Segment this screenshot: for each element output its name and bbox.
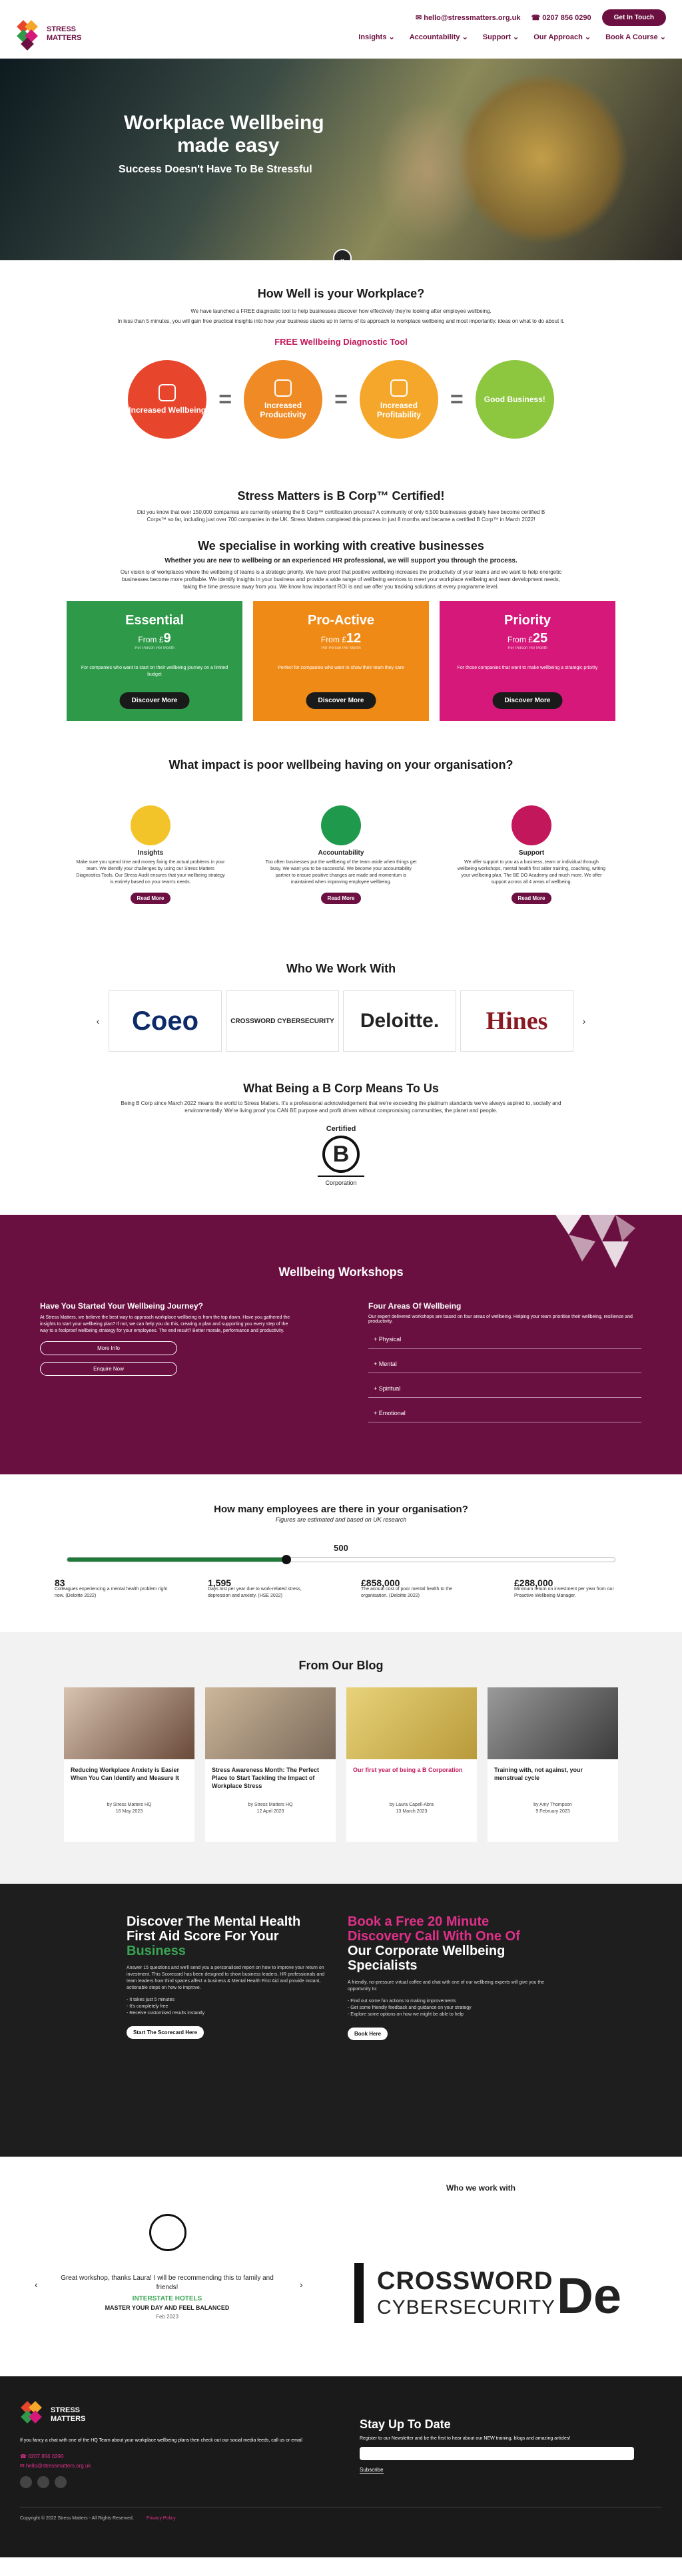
blog-post-date: 16 May 2023 bbox=[115, 1809, 143, 1814]
stay-up-to-date-title: Stay Up To Date bbox=[360, 2418, 451, 2431]
package-priority-price: 25 bbox=[532, 631, 548, 646]
discovery-bullet-1: - Find out some fun actions to making improvements bbox=[348, 1999, 456, 2004]
bcorp-certified-label: Certified bbox=[326, 1125, 356, 1133]
testimonial-company: INTERSTATE HOTELS bbox=[132, 2295, 202, 2302]
workshops-section bbox=[0, 1215, 682, 1474]
social-links bbox=[20, 2476, 67, 2488]
nav-support[interactable]: Support ⌄ bbox=[482, 33, 519, 41]
client-logo-crossword: CROSSWORD CYBERSECURITY bbox=[226, 990, 339, 1052]
package-priority-button[interactable]: Discover More bbox=[493, 692, 563, 709]
cta-section bbox=[0, 1884, 682, 2157]
discovery-bullet-3: - Explore some options on how we might be able to help bbox=[348, 2012, 464, 2017]
nav-accountability-label: Accountability bbox=[409, 33, 460, 41]
clients-carousel bbox=[0, 990, 682, 1052]
enquire-now-button[interactable]: Enquire Now bbox=[40, 1362, 177, 1376]
hero-title-line2: made easy bbox=[177, 134, 280, 156]
impact-insights bbox=[74, 805, 227, 904]
impact-accountability bbox=[264, 805, 418, 904]
hero-photo-2 bbox=[376, 99, 482, 245]
impact-support-title: Support bbox=[518, 849, 545, 857]
blog-post-image bbox=[205, 1687, 336, 1759]
footer-phone-icon: ☎ bbox=[20, 2454, 29, 2460]
subscribe-button[interactable]: Subscribe bbox=[360, 2467, 384, 2473]
heart-icon bbox=[159, 384, 176, 401]
blog-post-title: Training with, not against, your menstrual cycle bbox=[494, 1767, 583, 1781]
scorecard-paragraph: Answer 15 questions and we'll send you a personalised report on how to improve your return on investment. This Scorecard has been designed to show business leaders, HR professionals and team leaders how third spaces affect a business & Mental Health First Aid and provide instant, actionable steps on how to improve. bbox=[127, 1966, 325, 1990]
circle-wellbeing-label: Increased Wellbeing bbox=[129, 405, 206, 415]
stat-roi-value: £288,000 bbox=[514, 1578, 553, 1588]
blog-section bbox=[0, 1632, 682, 1884]
wellbeing-title: How Well is your Workplace? bbox=[257, 287, 425, 300]
employees-slider[interactable] bbox=[67, 1557, 615, 1562]
footer-brand-line1: STRESS bbox=[51, 2406, 81, 2414]
blog-post-date: 9 February 2023 bbox=[535, 1809, 570, 1814]
discovery-title-3: Our Corporate Wellbeing bbox=[348, 1944, 506, 1958]
wellbeing-equation bbox=[0, 360, 682, 439]
specialise-section bbox=[0, 539, 682, 749]
scorecard-bullet-2: - It's completely free bbox=[127, 2004, 169, 2009]
who-we-work-with-title: Who we work with bbox=[446, 2183, 515, 2193]
email-link[interactable] bbox=[416, 13, 521, 22]
hero-subtitle: Success Doesn't Have To Be Stressful bbox=[119, 164, 312, 175]
phone-text: 0207 856 0290 bbox=[542, 14, 591, 22]
site-header bbox=[0, 0, 682, 59]
stat-colleagues-value: 83 bbox=[55, 1578, 65, 1588]
blog-post[interactable] bbox=[64, 1687, 194, 1842]
impact-accountability-title: Accountability bbox=[318, 849, 364, 857]
circle-wellbeing bbox=[128, 360, 206, 439]
package-pro-active-from: From £ bbox=[320, 635, 346, 644]
logo[interactable] bbox=[16, 9, 81, 59]
package-priority-from: From £ bbox=[507, 635, 533, 644]
scorecard-title-4: Business bbox=[127, 1944, 186, 1958]
package-pro-active-price: 12 bbox=[346, 631, 362, 646]
book-here-button[interactable]: Book Here bbox=[348, 2028, 388, 2040]
package-essential-from: From £ bbox=[138, 635, 164, 644]
nav-our-approach-label: Our Approach bbox=[533, 33, 583, 41]
nav-book-a-course[interactable]: Book A Course ⌄ bbox=[605, 33, 666, 41]
footer-brand-line2: MATTERS bbox=[51, 2415, 86, 2423]
specialise-title: We specialise in working with creative businesses bbox=[198, 539, 484, 552]
brand-line2: MATTERS bbox=[47, 34, 82, 42]
nav-accountability[interactable]: Accountability ⌄ bbox=[409, 33, 468, 41]
client-logo-deloitte: Deloitte. bbox=[343, 990, 456, 1052]
impact-insights-button[interactable]: Read More bbox=[131, 893, 171, 904]
clients-section bbox=[0, 955, 682, 1082]
package-essential bbox=[67, 601, 242, 721]
wellbeing-p1: We have launched a FREE diagnostic tool to help businesses discover how effectively they're looking after employee wellbeing. bbox=[190, 308, 492, 314]
main-nav bbox=[358, 33, 666, 41]
blog-post-date: 13 March 2023 bbox=[396, 1809, 428, 1814]
impact-section bbox=[0, 749, 682, 955]
discovery-title-1: Book a Free 20 Minute bbox=[348, 1914, 490, 1929]
bcorp-corporation-label: Corporation bbox=[325, 1180, 357, 1186]
wellbeing-p2: In less than 5 minutes, you will gain free practical insights into how your business stacks up in terms of its approach to workplace wellbeing and most importantly, ideas on what to do about it. bbox=[117, 318, 565, 324]
impact-support-desc: We offer support to you as a business, team or individual through wellbeing workshops, mental health first aider training, coaching, writing your wellbeing plan, The BE DO Academy and much more. We offer support across all 4 areas of wellbeing. bbox=[457, 860, 606, 885]
chevron-right-icon[interactable]: › bbox=[582, 1016, 586, 1026]
crossword-logo-text: CROSSWORD bbox=[377, 2267, 553, 2295]
gears-icon bbox=[274, 379, 292, 397]
bcorp-section bbox=[0, 489, 682, 539]
package-essential-button[interactable]: Discover More bbox=[120, 692, 190, 709]
blog-post[interactable] bbox=[488, 1687, 618, 1842]
nav-our-approach[interactable]: Our Approach ⌄ bbox=[533, 33, 591, 41]
client-logo-coeo: Coeo bbox=[109, 990, 222, 1052]
employees-section bbox=[0, 1474, 682, 1632]
employees-stats bbox=[0, 1580, 682, 1600]
employees-title: How many employees are there in your organisation? bbox=[214, 1504, 468, 1515]
equals-icon: = bbox=[450, 386, 464, 412]
email-text: hello@stressmatters.org.uk bbox=[424, 14, 521, 22]
blog-post-author: by Stress Matters HQ bbox=[248, 1803, 293, 1807]
stat-roi-desc: Minimum return on investment per year from our Proactive Wellbeing Manager. bbox=[514, 1587, 614, 1598]
accordion-emotional[interactable]: + Emotional bbox=[368, 1398, 641, 1422]
brand-line1: STRESS bbox=[47, 25, 77, 33]
crossword-mark-icon bbox=[354, 2263, 364, 2323]
nav-insights[interactable]: Insights ⌄ bbox=[358, 33, 395, 41]
testimonial-course: MASTER YOUR DAY AND FEEL BALANCED bbox=[105, 2304, 230, 2311]
scorecard-title-1: Discover The Mental Health bbox=[127, 1914, 301, 1929]
specialise-subtitle: Whether you are new to wellbeing or an experienced HR professional, we will support you through the process. bbox=[165, 557, 517, 564]
impact-insights-desc: Make sure you spend time and money fixing the actual problems in your team. We identify your challenges by using our Stress Matters Diagnostics Tools. Our Stress Audit ensures that your wellbeing strategy is entirely based on your team's needs. bbox=[76, 860, 225, 885]
stat-colleagues bbox=[55, 1580, 168, 1600]
blog-post-author: by Laura Capell-Abra bbox=[389, 1803, 434, 1807]
linkedin-icon[interactable] bbox=[37, 2476, 49, 2488]
blog-post-title: Reducing Workplace Anxiety is Easier When You Can Identify and Measure It bbox=[71, 1767, 180, 1781]
more-info-button[interactable]: More Info bbox=[40, 1341, 177, 1355]
impact-items bbox=[0, 805, 682, 904]
workshops-right bbox=[368, 1301, 641, 1422]
nav-book-a-course-label: Book A Course bbox=[605, 33, 658, 41]
mail-icon: ✉ bbox=[415, 14, 422, 22]
stat-annual-cost-value: £858,000 bbox=[361, 1578, 400, 1588]
accordion-physical[interactable]: + Physical bbox=[368, 1324, 641, 1349]
bcorp-meaning-paragraph: Being B Corp since March 2022 means the world to Stress Matters. It's a professional acknowledgement that we're exceeding the platinum standards we've always aspired to, socially and environmentally. We're living proof you CAN BE purpose and profit driven without compromising communities, the planet and people. bbox=[121, 1100, 561, 1114]
scorecard-title-3: For Your bbox=[224, 1929, 279, 1944]
blog-post[interactable] bbox=[346, 1687, 477, 1842]
employees-slider-handle[interactable] bbox=[282, 1555, 291, 1564]
impact-accountability-button[interactable]: Read More bbox=[321, 893, 362, 904]
package-priority-name: Priority bbox=[504, 613, 551, 628]
discovery-title-2: Discovery Call With One Of bbox=[348, 1929, 520, 1944]
footer-paragraph: If you fancy a chat with one of the HQ Team about your workplace wellbeing plans then check out our social media feeds, call us or email bbox=[20, 2438, 302, 2443]
blog-post-date: 12 April 2023 bbox=[256, 1809, 284, 1814]
clients-title: Who We Work With bbox=[286, 962, 396, 975]
circle-good-business-label: Good Business! bbox=[484, 395, 545, 404]
privacy-policy-link[interactable]: Privacy Policy bbox=[147, 2516, 176, 2521]
impact-accountability-desc: Too often businesses put the wellbeing of the team aside when things get busy. We want you to be successful. We become your accountability partner to ensure positive changes are made and momentum is maintained when improving employee wellbeing. bbox=[265, 860, 417, 885]
chevron-left-icon[interactable]: ‹ bbox=[96, 1016, 100, 1026]
testimonial-section bbox=[0, 2157, 682, 2376]
scorecard-cta bbox=[127, 1914, 326, 2039]
blog-post-title: Stress Awareness Month: The Perfect Place to Start Tackling the Impact of Workplace Stress bbox=[212, 1767, 320, 1789]
blog-post-author: by Stress Matters HQ bbox=[107, 1803, 152, 1807]
blog-post-image bbox=[346, 1687, 477, 1759]
stat-days-lost bbox=[208, 1580, 321, 1600]
copyright: Copyright © 2022 Stress Matters - All Rights Reserved. bbox=[20, 2516, 134, 2521]
circle-profitability-label: Increased Profitability bbox=[376, 401, 421, 419]
hero-title bbox=[124, 112, 324, 157]
chevron-left-icon[interactable]: ‹ bbox=[35, 2279, 38, 2290]
blog-post-author: by Amy Thompson bbox=[533, 1803, 572, 1807]
scorecard-bullet-1: - It takes just 5 minutes bbox=[127, 1998, 174, 2002]
workshops-right-paragraph: Our expert delivered workshops are based on four areas of wellbeing. Helping your team prioritise their wellbeing, resilience and productivity. bbox=[368, 1315, 633, 1324]
nav-insights-label: Insights bbox=[358, 33, 387, 41]
blog-post-title: Our first year of being a B Corporation bbox=[353, 1767, 463, 1773]
workshops-left bbox=[40, 1301, 293, 1376]
newsletter-email-input[interactable] bbox=[360, 2447, 634, 2460]
impact-support-button[interactable]: Read More bbox=[512, 893, 552, 904]
package-priority-per: Per Person Per Month bbox=[508, 646, 547, 650]
stat-annual-cost bbox=[361, 1580, 474, 1600]
workshops-left-title: Have You Started Your Wellbeing Journey? bbox=[40, 1301, 203, 1311]
footer-phone-text: 0207 856 0290 bbox=[28, 2454, 64, 2460]
hero-banner bbox=[0, 59, 682, 260]
equals-icon: = bbox=[334, 386, 348, 412]
discovery-title-4: Specialists bbox=[348, 1958, 418, 1973]
footer-phone[interactable] bbox=[20, 2454, 64, 2460]
footer-email[interactable] bbox=[20, 2463, 91, 2469]
blog-post-image bbox=[488, 1687, 618, 1759]
shield-check-icon bbox=[321, 805, 361, 845]
crossword-logo-sub: CYBERSECURITY bbox=[377, 2296, 556, 2318]
discovery-bullet-2: - Get some friendly feedback and guidance on your strategy bbox=[348, 2006, 472, 2010]
bcorp-paragraph: Did you know that over 150,000 companies are currently entering the B Corp™ certification process? A community of only 6,500 businesses globally have become certified B Corps™ so far, including just over 700 companies in the UK. Stress Matters completed this process in just 8 months and became a certified B Corp™ in March 2022! bbox=[137, 509, 545, 523]
stat-days-lost-value: 1,595 bbox=[208, 1578, 232, 1588]
bcorp-badge bbox=[0, 1125, 682, 1186]
specialise-paragraph: Our vision is of workplaces where the wellbeing of teams is a strategic priority. We have proof that positive wellbeing increases the productivity of your teams and we want to help energetic businesses become more profitable. We identify insights in your business and provide a wide range of wellbeing services to meet your workplace wellbeing and team development needs, taking the time pressure away from you. We know how important ROI is and we offer you tracking solutions at every programme level. bbox=[120, 569, 562, 590]
circle-productivity bbox=[244, 360, 322, 439]
workshops-right-title: Four Areas Of Wellbeing bbox=[368, 1301, 462, 1311]
bcorp-meaning-section bbox=[0, 1082, 682, 1215]
scroll-down-icon[interactable]: ⌄ bbox=[333, 249, 352, 260]
client-logo-hines: Hines bbox=[460, 990, 573, 1052]
user-avatar-icon bbox=[149, 2214, 186, 2251]
bcorp-logo-icon: B bbox=[322, 1136, 360, 1173]
employees-slider-fill bbox=[67, 1558, 286, 1562]
lightbulb-icon bbox=[131, 805, 170, 845]
blog-posts bbox=[0, 1687, 682, 1842]
blog-post[interactable] bbox=[205, 1687, 336, 1842]
footer-mail-icon: ✉ bbox=[20, 2463, 26, 2469]
site-footer bbox=[0, 2376, 682, 2557]
twitter-icon[interactable] bbox=[55, 2476, 67, 2488]
workshops-left-paragraph: At Stress Matters, we believe the best way to approach workplace wellbeing is from the top down. Have you gathered the insights to start your wellbeing plan? If not, we can help you do this, creating a plan and supporting you every step of the way to a foolproof wellbeing strategy for your employees. The end result? Better morale, performance and productivity. bbox=[40, 1315, 290, 1333]
blog-title: From Our Blog bbox=[298, 1659, 384, 1672]
employees-value: 500 bbox=[334, 1543, 348, 1553]
equals-icon: = bbox=[218, 386, 232, 412]
discovery-call-cta bbox=[348, 1914, 547, 2040]
footer-logo[interactable] bbox=[20, 2400, 85, 2430]
package-pro-active-per: Per Person Per Month bbox=[321, 646, 361, 650]
impact-support bbox=[455, 805, 608, 904]
circle-good-business bbox=[476, 360, 554, 439]
stat-annual-cost-desc: The annual cost of poor mental health to the organisation. (Deloitte 2022) bbox=[361, 1587, 452, 1598]
footer-logo-mark-icon bbox=[20, 2400, 47, 2430]
workshops-title: Wellbeing Workshops bbox=[278, 1265, 404, 1279]
discovery-paragraph: A friendly, no-pressure virtual coffee and chat with one of our wellbeing experts will give you the opportunity to: bbox=[348, 1980, 545, 1992]
phone-icon: ☎ bbox=[531, 14, 541, 22]
circle-productivity-label: Increased Productivity bbox=[260, 401, 306, 419]
package-pro-active-desc: Perfect for companies who want to show their team they care bbox=[278, 666, 404, 670]
diagnostic-tool-link[interactable]: FREE Wellbeing Diagnostic Tool bbox=[274, 337, 408, 347]
package-priority-desc: For those companies that want to make wellbeing a strategic priority bbox=[457, 666, 598, 670]
stat-roi bbox=[514, 1580, 627, 1600]
chevron-right-icon[interactable]: › bbox=[300, 2279, 303, 2290]
package-essential-price: 9 bbox=[163, 631, 171, 646]
package-priority bbox=[440, 601, 615, 721]
chart-icon bbox=[390, 379, 408, 397]
employees-subtitle: Figures are estimated and based on UK research bbox=[275, 1516, 407, 1523]
bcorp-title: Stress Matters is B Corp™ Certified! bbox=[237, 489, 445, 503]
phone-link[interactable] bbox=[531, 13, 591, 22]
impact-insights-title: Insights bbox=[137, 849, 164, 857]
package-essential-desc: For companies who want to start on their wellbeing journey on a limited budget bbox=[81, 666, 228, 677]
hero-photo bbox=[456, 72, 629, 245]
package-pro-active-button[interactable]: Discover More bbox=[306, 692, 376, 709]
package-essential-per: Per Person Per Month bbox=[135, 646, 174, 650]
accordion-spiritual[interactable]: + Spiritual bbox=[368, 1373, 641, 1398]
hero-title-line1: Workplace Wellbeing bbox=[124, 112, 324, 134]
package-pro-active bbox=[253, 601, 429, 721]
bcorp-meaning-title: What Being a B Corp Means To Us bbox=[243, 1082, 439, 1095]
nav-support-label: Support bbox=[482, 33, 511, 41]
start-scorecard-button[interactable]: Start The Scorecard Here bbox=[127, 2026, 204, 2039]
footer-email-text: hello@stressmatters.org.uk bbox=[25, 2463, 91, 2469]
package-essential-name: Essential bbox=[125, 613, 184, 628]
stat-colleagues-desc: Colleagues experiencing a mental health problem right now. (Deloitte 2022) bbox=[55, 1587, 168, 1598]
bcorp-divider bbox=[318, 1176, 364, 1177]
package-pro-active-name: Pro-Active bbox=[307, 613, 375, 628]
logo-mark-icon bbox=[16, 19, 43, 49]
instagram-icon[interactable] bbox=[20, 2476, 32, 2488]
accordion-mental[interactable]: + Mental bbox=[368, 1349, 641, 1373]
impact-title: What impact is poor wellbeing having on your organisation? bbox=[169, 758, 513, 771]
blog-post-image bbox=[64, 1687, 194, 1759]
testimonial-quote: Great workshop, thanks Laura! I will be recommending this to family and friends! bbox=[61, 2274, 274, 2291]
testimonial-date: Feb 2023 bbox=[156, 2314, 178, 2320]
packages bbox=[0, 601, 682, 721]
stat-days-lost-desc: Days lost per year due to work-related stress, depression and anxiety. (HSE 2022) bbox=[208, 1587, 302, 1598]
scorecard-title-2: First Aid Score bbox=[127, 1929, 221, 1944]
handshake-icon bbox=[512, 805, 551, 845]
circle-profitability bbox=[360, 360, 438, 439]
deloitte-logo-partial: De bbox=[557, 2268, 622, 2324]
scorecard-bullet-3: - Receive customised results instantly bbox=[127, 2011, 205, 2016]
get-in-touch-button[interactable]: Get In Touch bbox=[602, 9, 666, 26]
stay-up-to-date-paragraph: Register to our Newsletter and be the first to hear about our NEW training, blogs and amazing articles! bbox=[360, 2436, 571, 2441]
wellbeing-section bbox=[0, 260, 682, 489]
